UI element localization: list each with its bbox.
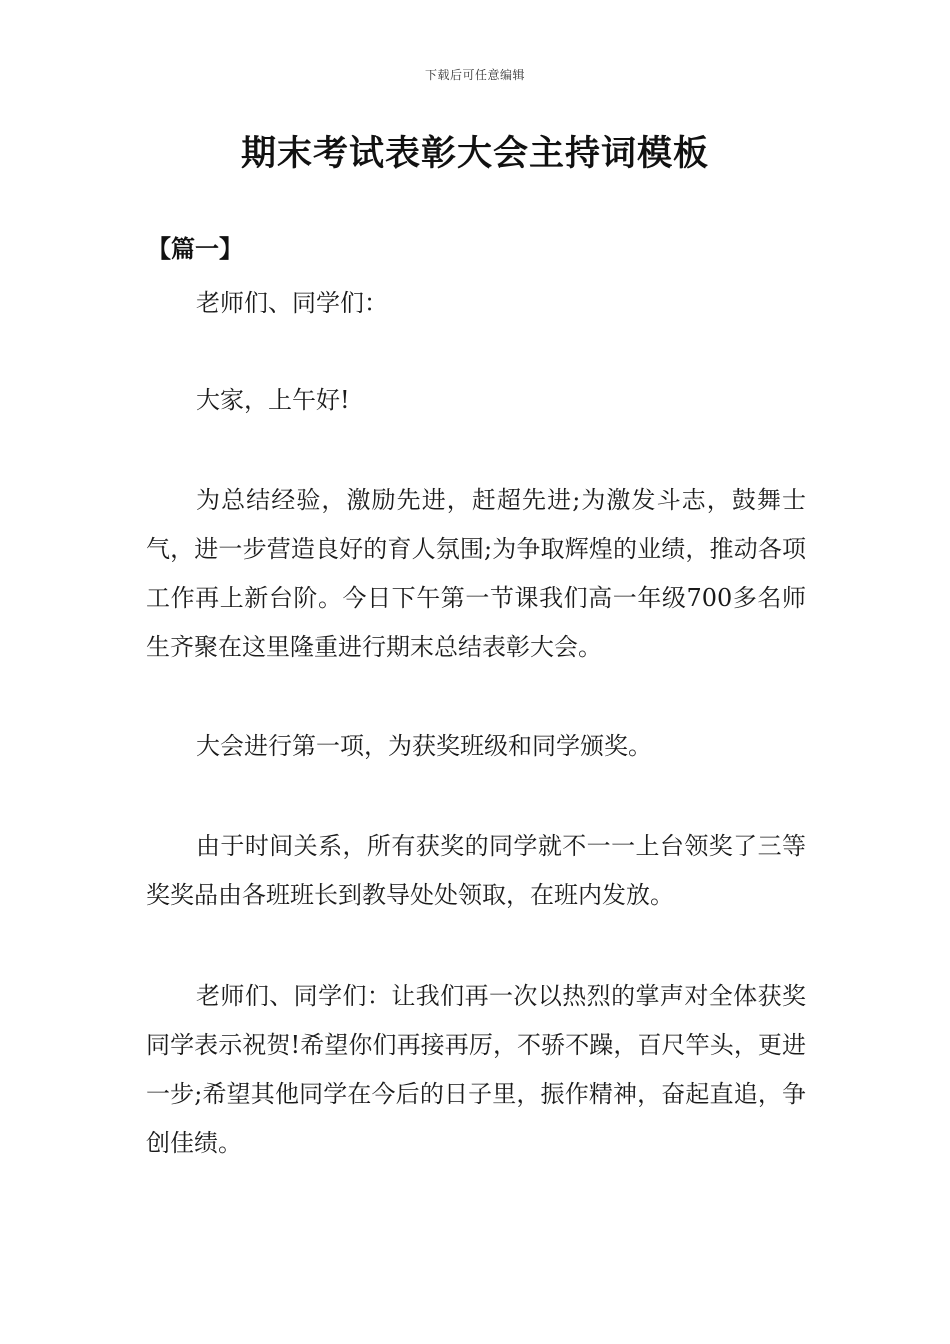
paragraph-greeting: 老师们、同学们：	[196, 289, 388, 317]
paragraph-award-pickup: 由于时间关系，所有获奖的同学就不一一上台领奖了三等奖奖品由各班班长到教导处处领取，在班内发放。	[146, 832, 806, 909]
header-note: 下载后可任意编辑	[424, 68, 525, 82]
section-label: 【篇一】	[147, 234, 243, 263]
paragraph-good-morning: 大家，上午好!	[196, 386, 350, 414]
paragraph-congratulations: 老师们、同学们：让我们再一次以热烈的掌声对全体获奖同学表示祝贺!希望你们再接再厉，不骄不躁，百尺竿头，更进一步;希望其他同学在今后的日子里，振作精神，奋起直追，争创佳绩。	[146, 982, 806, 1157]
paragraph-purpose: 为总结经验，激励先进，赶超先进;为激发斗志，鼓舞士气，进一步营造良好的育人氛围;为争取辉煌的业绩，推动各项工作再上新台阶。今日下午第一节课我们高一年级700多名师生齐聚在这里隆重进行期末总结表彰大会。	[146, 486, 806, 661]
paragraph-first-item: 大会进行第一项，为获奖班级和同学颁奖。	[196, 732, 652, 760]
document-title: 期末考试表彰大会主持词模板	[240, 134, 709, 174]
